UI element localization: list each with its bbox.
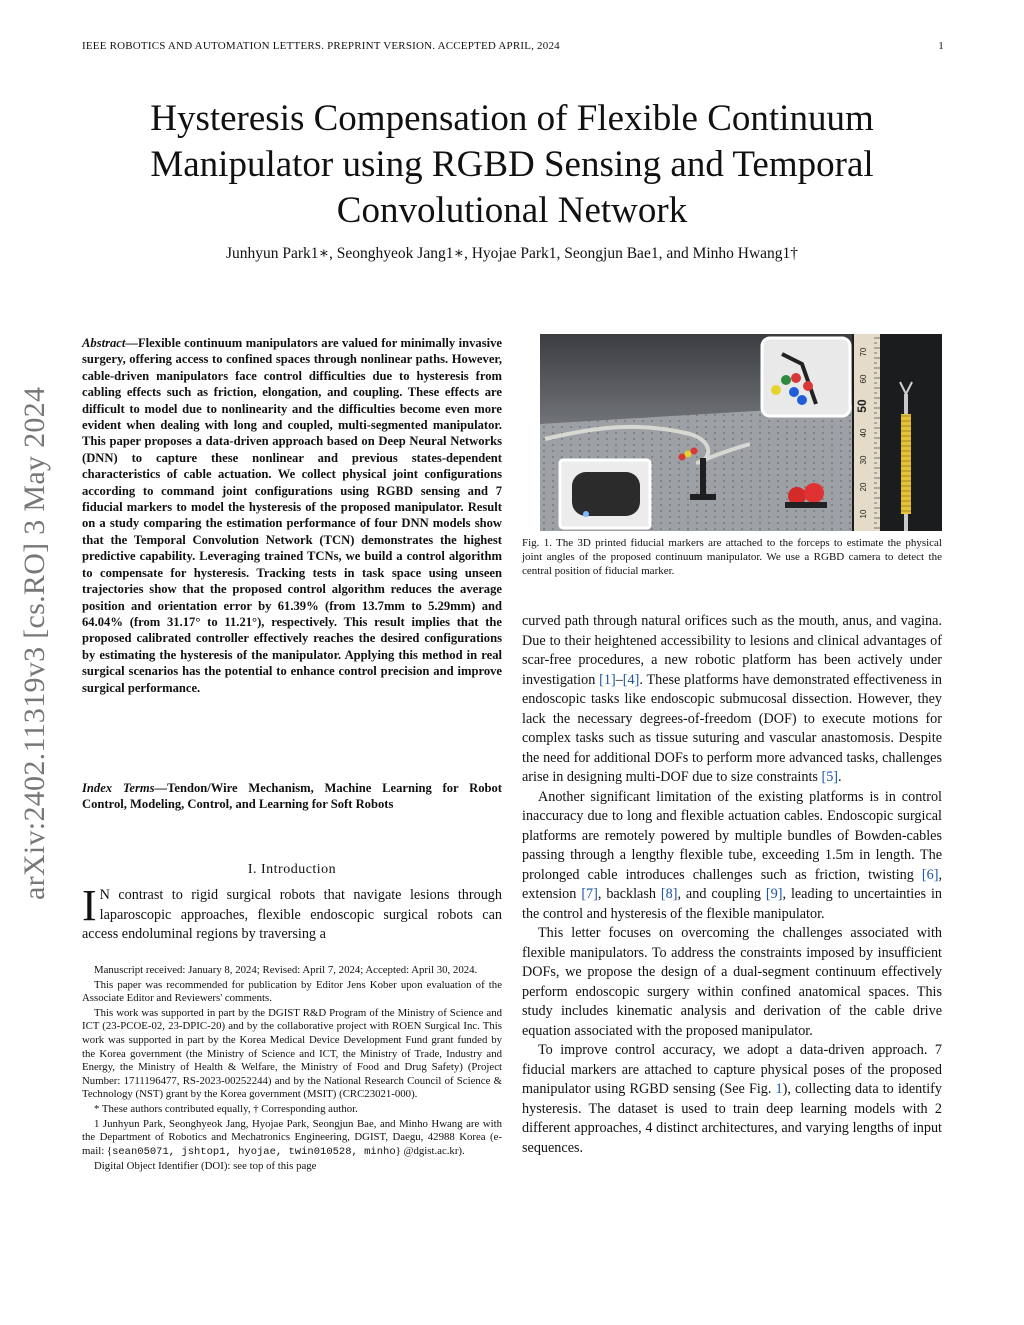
citation-link[interactable]: [9] bbox=[765, 886, 783, 902]
citation-link[interactable]: [8] bbox=[660, 886, 678, 902]
rgbd-camera-body bbox=[572, 472, 640, 516]
p2-text-c: , backlash bbox=[597, 886, 661, 902]
journal-name: IEEE ROBOTICS AND AUTOMATION LETTERS. PREPRINT VERSION. ACCEPTED APRIL, 2024 bbox=[82, 40, 560, 52]
paragraph-2 bbox=[522, 788, 942, 925]
affiliation-pre: 1 Junhyun Park, Seonghyeok Jang, Hyojae Park, Seongjun Bae, and Minho Hwang are with the Department of Robotics and Mechatronics Engineering, DGIST, Daegu, 42988 Korea (e-mail: { bbox=[82, 1117, 502, 1157]
camera-lens bbox=[583, 511, 589, 517]
citation-link[interactable]: [6] bbox=[921, 866, 939, 883]
citation-link[interactable]: [1] bbox=[599, 671, 616, 688]
p2-text-d: , and coupling bbox=[677, 886, 766, 902]
footnote-affiliation bbox=[82, 1118, 502, 1160]
p4-text-b: ), collecting data to identify hysteresis. The dataset is used to train deep learning models with 2 different approaches, 4 distinct architectures, and varying lengths of input sequences. bbox=[522, 1081, 942, 1156]
index-terms-label: Index Terms— bbox=[82, 781, 168, 795]
tube-stand bbox=[700, 458, 706, 496]
paper-title: Hysteresis Compensation of Flexible Continuum Manipulator using RGBD Sensing and Temporal Convolutional Network bbox=[150, 98, 874, 231]
p1-text-b: – bbox=[615, 671, 623, 688]
intro-continued bbox=[522, 612, 942, 1158]
paragraph-3: This letter focuses on overcoming the challenges associated with flexible manipulators. To address the constraints imposed by insufficient DOFs, we propose the design of a dual-segment continuum effectively perform endoscopic surgery within confined anatomical spaces. This study includes kinematic analysis and derivation of the cable drive equation associated with the proposed manipulator. bbox=[522, 925, 942, 1039]
affiliation-post: } @dgist.ac.kr). bbox=[395, 1144, 465, 1157]
p2-text-e: , leading to uncertainties in the control and hysteresis of the flexible manipulator. bbox=[522, 886, 943, 922]
abstract bbox=[82, 335, 502, 696]
index-terms-text: Tendon/Wire Mechanism, Machine Learning for Robot Control, Modeling, Control, and Learning for Soft Robots bbox=[82, 781, 502, 812]
ruler-label: 40 bbox=[859, 428, 868, 438]
index-terms bbox=[82, 780, 502, 813]
p2-text-b: , extension bbox=[522, 866, 942, 902]
figure-1-photo bbox=[540, 334, 942, 531]
drop-cap: I bbox=[82, 881, 97, 930]
author-list: Junhyun Park1∗, Seonghyeok Jang1∗, Hyojae Park1, Seongjun Bae1, and Minho Hwang1† bbox=[225, 245, 799, 262]
ruler-label: 20 bbox=[859, 482, 868, 492]
yellow-segment bbox=[901, 414, 911, 514]
footnotes bbox=[82, 964, 502, 1175]
footnote-received: Manuscript received: January 8, 2024; Revised: April 7, 2024; Accepted: April 30, 2024. bbox=[94, 964, 478, 976]
p4-text-a: To improve control accuracy, we adopt a data-driven approach. 7 fiducial markers are attached to capture physical poses of the proposed manipulator using RGBD sensing (See Fig. bbox=[522, 1042, 942, 1097]
footnote-equal: * These authors contributed equally, † Corresponding author. bbox=[94, 1102, 358, 1115]
citation-link[interactable]: [5] bbox=[821, 769, 839, 785]
intro-text: N contrast to rigid surgical robots that navigate lesions through laparoscopic approaches, flexible endoscopic surgical robots can access endoluminal regions by traversing a bbox=[82, 887, 502, 942]
arxiv-stamp: arXiv:2402.11319v3 [cs.RO] 3 May 2024 bbox=[18, 386, 51, 900]
running-header bbox=[82, 40, 944, 52]
footnote-editor: This paper was recommended for publication by Editor Jens Kober upon evaluation of the Associate Editor and Reviewers' comments. bbox=[82, 978, 502, 1005]
ruler-label: 70 bbox=[859, 347, 868, 357]
ruler-label: 10 bbox=[859, 509, 868, 519]
footnote-funding: This work was supported in part by the DGIST R&D Program of the Ministry of Science and ICT (23-PCOE-02, 23-DPIC-20) and by the collaborative project with ROEN Surgical Inc. This work was supported in part by the Korea Medical Device Development Fund grant funded by the Korea government (the Ministry of Science and ICT, the Ministry of Trade, Industry and Energy, the Ministry of Health & Welfare, the Ministry of Food and Drug Safety) (Project Number: 1711196477, RS-2023-00252244) and by the National Research Council of Science & Technology (NST) grant by the Korea government (MSIT) (CRC23021-000). bbox=[82, 1006, 502, 1101]
figure-ref-link[interactable]: 1 bbox=[775, 1081, 783, 1097]
figure-1 bbox=[540, 334, 942, 531]
figure-1-caption: Fig. 1. The 3D printed fiducial markers are attached to the forceps to estimate the physical joint angles of the proposed continuum manipulator. We use a RGBD camera to detect the central position of fiducial marker. bbox=[522, 537, 942, 577]
section-heading: I. Introduction bbox=[247, 862, 337, 877]
abstract-label: Abstract— bbox=[82, 336, 138, 350]
citation-link[interactable]: [7] bbox=[581, 886, 598, 902]
citation-link[interactable]: [4] bbox=[622, 671, 640, 688]
paragraph-1 bbox=[522, 612, 942, 788]
ruler-label: 50 bbox=[855, 399, 869, 413]
abstract-text: Flexible continuum manipulators are valued for minimally invasive surgery, offering access to confined spaces through nonlinear paths. However, cable-driven manipulators face control difficulties due to hysteresis from cabling effects such as friction, elongation, and coupling. These effects are difficult to model due to nonlinearity and the difficulties become even more evident when dealing with long and coupled, multi-segmented manipulator. This paper proposes a data-driven approach based on Deep Neural Networks (DNN) to capture these nonlinear and previous states-dependent characteristics of cable actuation. We collect physical joint configurations according to command joint configurations using RGBD sensing and 7 fiducial markers to model the hysteresis of the proposed manipulator. Result on a study comparing the estimation performance of four DNN models show that the Temporal Convolution Network (TCN) demonstrates the highest predictive capability. Leveraging trained TCNs, we build a control algorithm to compensate for hysteresis. Tracking tests in task space using unseen trajectories show that the proposed control algorithm reduces the average position and orientation error by 61.39% (from 13.7mm to 5.29mm) and 64.04% (from 31.17° to 11.21°), respectively. This result implies that the proposed calibrated controller effectively reaches the desired configurations by estimating the hysteresis of the manipulator. Applying this method in real surgical scenarios has the potential to enhance control precision and improve surgical performance. bbox=[82, 336, 502, 695]
p1-text-d: . bbox=[838, 769, 842, 785]
page-number: 1 bbox=[938, 40, 944, 52]
affiliation-emails: sean05071, jshtop1, hyojae, twin010528, minho bbox=[112, 1145, 396, 1158]
p1-text-a: curved path through natural orifices such as the mouth, anus, and vagina. Due to their heightened accessibility to lesions and clinical advantages of scar-free procedures, a new robotic platform has been actively under investigation bbox=[522, 613, 942, 688]
p2-text-a: Another significant limitation of the existing platforms is in control inaccuracy due to long and flexible actuation cables. Endoscopic surgical platforms are remotely powered by multiple bundles of Bowden-cables passing through a lengthy flexible tube, exceeding 1.5m in length. The prolonged cable introduces challenges such as friction, twisting bbox=[522, 788, 942, 883]
ruler-label: 30 bbox=[859, 455, 868, 465]
paragraph-4 bbox=[522, 1041, 942, 1158]
footnote-doi: Digital Object Identifier (DOI): see top of this page bbox=[94, 1160, 317, 1173]
tube-stand-base bbox=[690, 494, 716, 500]
p1-text-c: . These platforms have demonstrated effectiveness in endoscopic tasks like endoscopic submucosal dissection. However, they lack the necessary degrees-of-freedom (DOF) to execute motions for complex tasks such as tissue suturing and vascular anastomosis. Despite the need for additional DOFs to perform more advanced tasks, challenges arise in designing multi-DOF due to size constraints bbox=[522, 671, 942, 785]
intro-paragraph bbox=[82, 881, 502, 945]
ruler-label: 60 bbox=[859, 374, 868, 384]
